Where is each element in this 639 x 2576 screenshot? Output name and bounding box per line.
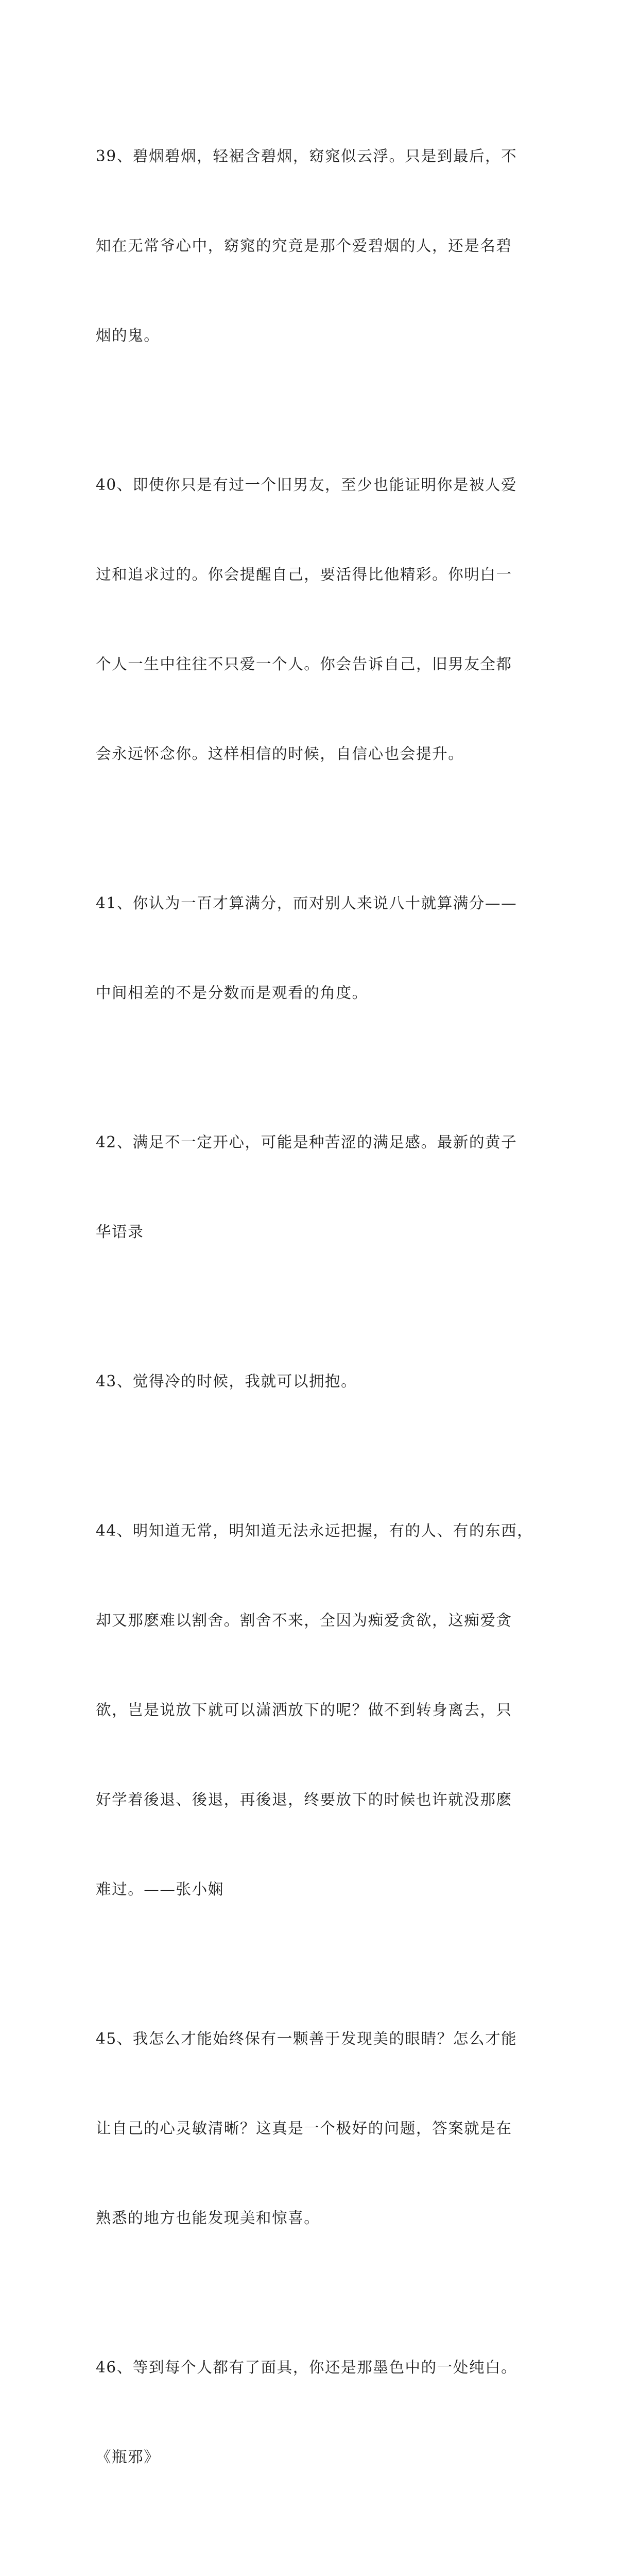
document-page (96, 81, 549, 2576)
quote-45 (96, 1964, 549, 2293)
text-line: 44、明知道无常，明知道无法永远把握，有的人、有的东西， (96, 1522, 533, 1539)
quote-44 (96, 1456, 549, 1964)
text-line: 46、等到每个人都有了面具，你还是那墨色中的一处纯白。 (96, 2359, 517, 2376)
text-line: 熟悉的地方也能发现美和惊喜。 (96, 2209, 320, 2227)
text-line: 烟的鬼。 (96, 327, 160, 344)
text-line: 却又那麽难以割舍。割舍不来，全因为痴爱贪欲，这痴爱贪 (96, 1612, 512, 1629)
quote-42 (96, 1067, 549, 1307)
text-line: 45、我怎么才能始终保有一颗善于发现美的眼睛？怎么才能 (96, 2030, 517, 2047)
text-line: 让自己的心灵敏清晰？这真是一个极好的问题，答案就是在 (96, 2120, 512, 2137)
quote-40 (96, 410, 549, 828)
text-line: 40、即使你只是有过一个旧男友，至少也能证明你是被人爱 (96, 476, 517, 494)
text-line: 过和追求过的。你会提醒自己，要活得比他精彩。你明白一 (96, 566, 512, 583)
text-line: 43、觉得冷的时候，我就可以拥抱。 (96, 1372, 357, 1390)
text-line: 41、你认为一百才算满分，而对别人来说八十就算满分—— (96, 894, 517, 912)
text-line: 欲，岂是说放下就可以潇洒放下的呢？做不到转身离去，只 (96, 1701, 512, 1719)
text-line: 《瓶邪》 (96, 2448, 160, 2466)
text-line: 39、碧烟碧烟，轻裾含碧烟，窈窕似云浮。只是到最后，不 (96, 147, 517, 165)
text-line: 知在无常爷心中，窈窕的究竟是那个爱碧烟的人，还是名碧 (96, 237, 512, 255)
text-line: 会永远怀念你。这样相信的时候，自信心也会提升。 (96, 745, 464, 762)
text-line: 个人一生中往往不只爱一个人。你会告诉自己，旧男友全都 (96, 655, 512, 673)
quote-46 (96, 2293, 549, 2532)
quote-47 (96, 2532, 549, 2576)
text-line: 华语录 (96, 1223, 144, 1241)
text-line: 42、满足不一定开心，可能是种苦涩的满足感。最新的黄子 (96, 1133, 517, 1151)
text-line: 中间相差的不是分数而是观看的角度。 (96, 984, 368, 1002)
text-line: 难过。——张小娴 (96, 1880, 224, 1898)
text-line: 好学着後退、後退，再後退，终要放下的时候也许就没那麽 (96, 1791, 512, 1808)
quote-39 (96, 81, 549, 410)
quote-43 (96, 1307, 549, 1456)
quote-41 (96, 828, 549, 1067)
